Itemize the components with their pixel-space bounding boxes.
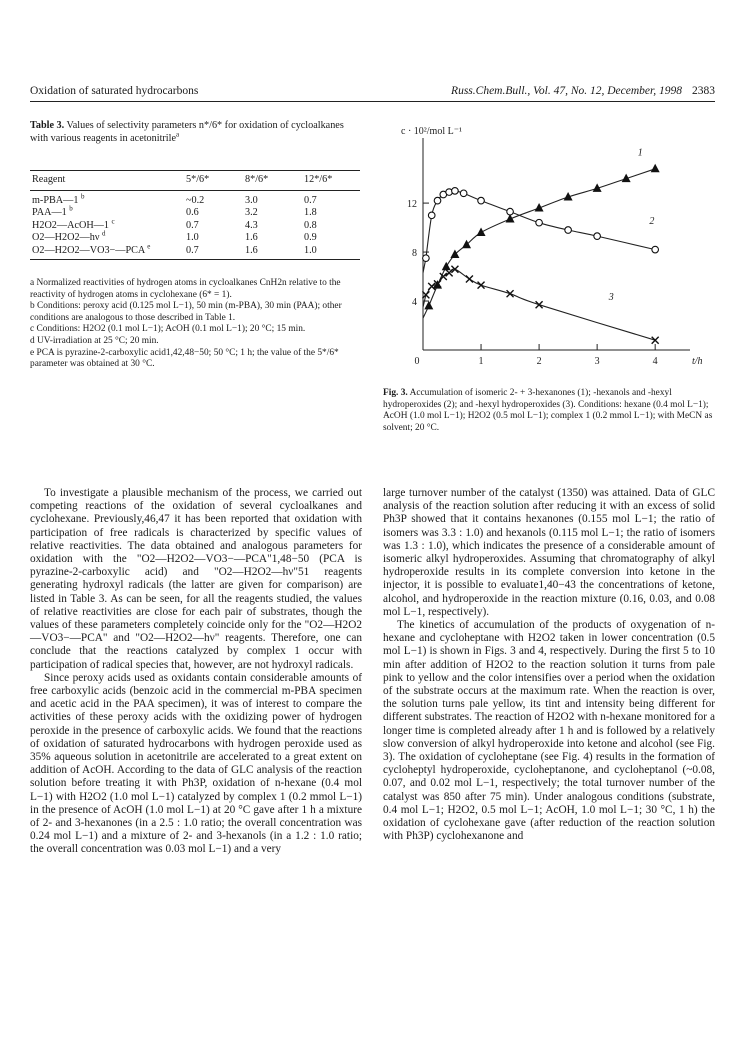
figure-caption [383,388,715,434]
value-12-6-cell: 1.0 [304,244,317,256]
table-note-d: d UV-irradiation at 25 °C; 20 min. [30,335,159,346]
x-tick-label: 3 [594,356,600,367]
x-tick-label: 1 [478,356,484,367]
series-1-point [462,240,471,249]
reagent-cell: m-PBA—1 [32,194,79,206]
y-tick-label: 8 [412,248,417,260]
series-1-point [442,262,451,271]
series-3-point [446,269,453,276]
series-3-point [466,275,473,282]
series-2-point [565,227,572,234]
paragraph: Since peroxy acids used as oxidants contain considerable amounts of free carboxylic acids (benzoic acid in the commercial m-PBA specimen and acetic acid in the PAA specimen), it was of interest to compare the activities of these peroxy acids with the oxidizing power of hydrogen peroxide in the presence of carboxylic acids. We found that the reactions of oxidation of saturated hydrocarbons with hydrogen peroxide used as 35% aqueous solution in acetonitrile are accelerated to a great extent on addition of AcOH. According to the data of GLC analysis of the reaction solution before treating it with Ph3P, oxidation of n-hexane (0.4 mol L−1) with H2O2 (1.0 mol L−1) catalyzed by complex 1 (0.2 mmol L−1) in the presence of AcOH (1.0 mol L−1) at 20 °C gave after 1 h a mixture of 2- and 3-hexanones (in a 2.5 : 1.0 ratio; the overall concentration was 0.24 mol L−1) and a mixture of 2- and 3-hexanols (in a 1.2 : 1.0 ratio; the overall concentration was 0.03 mol L−1) and a very [30,671,362,856]
series-2-point [428,212,435,219]
value-5-6-cell: 0.7 [186,219,199,231]
value-12-6-cell: 1.8 [304,207,317,218]
value-5-6-cell: 0.7 [186,244,199,256]
table-note-c: c Conditions: H2O2 (0.1 mol L−1); AcOH (0.1 mol L−1); 20 °C; 15 min. [30,324,306,335]
table-row [30,245,360,260]
series-1-point [450,250,459,259]
paragraph: To investigate a plausible mechanism of the process, we carried out competing reactions of the oxidation of several cycloalkanes and cyclohexane. Previously,46,47 it has been reported that oxidation with participation of free radicals is characterized by specific values of relative reactivities. The data obtained and analogous parameters for oxidation with the "O2—H2O2—VO3−—PCA"1,48−50 (PCA is pyrazine-2-carboxylic acid) and "O2—H2O2—hν"51 reagents generating hydroxyl radicals (the latter are given for comparison) are listed in Table 3. As can be seen, for all the reagents studied, the values of relative reactivities are close for each pair of substrates, though the values of these parameters completely coincide only for the "O2—H2O2—VO3−—PCA" and "O2—H2O2—hν" reagents. Therefore, one can conclude that the reactions catalyzed by complex 1 occur with participation of radical species that, however, are not hydroxyl radicals. [30,487,362,671]
value-12-6-cell: 0.9 [304,232,317,243]
value-12-6-cell: 0.7 [304,194,317,206]
table-caption-sup: a [175,130,180,139]
series-3-point [478,282,485,289]
header-rule [30,101,715,102]
series-3-point [652,337,659,344]
series-2-point [594,233,601,240]
value-5-6-cell: ~0.2 [186,194,205,206]
table-row [30,207,360,220]
reagent-cell: PAA—1 [32,207,67,218]
reagent-footnote-mark: e [147,242,151,251]
reagent-cell: O2—H2O2—hν [32,232,100,243]
series-1-label: 1 [637,147,643,159]
reagent-footnote-mark: d [101,229,106,238]
series-1-point [477,227,486,236]
series-2-point [434,197,441,204]
reagent-cell: H2O2—AcOH—1 [32,219,109,231]
series-2-point [478,197,485,204]
table-row [30,220,360,233]
value-5-6-cell: 1.0 [186,232,199,243]
table-header-row [30,171,360,191]
table-note-b: b Conditions: peroxy acid (0.125 mol L−1), 50 min (m-PBA), 30 min (PAA); other conditions are analogous to those described in Table 1. [30,301,342,323]
y-tick-label: 12 [407,199,417,211]
col-reagent: Reagent [30,171,184,191]
col-5-6: 5*/6* [184,171,243,191]
page-number: 2383 [692,85,715,97]
table-caption [30,120,360,145]
table-note-e: e PCA is pyrazine-2-carboxylic acid1,42,48−50; 50 °C; 1 h; the value of the 5*/6* parameter was obtained at 30 °C. [30,347,339,370]
y-axis-label: c · 10²/mol L⁻¹ [401,126,462,137]
series-2-point [507,208,514,215]
table-row [30,190,360,207]
header-citation: Russ.Chem.Bull., Vol. 47, No. 12, December, 1998 [451,85,682,97]
reagent-cell: O2—H2O2—VO3−—PCA [32,244,145,256]
table-notes [30,278,360,371]
x-tick-label: 2 [536,356,542,367]
body-column-left [30,487,362,857]
header-journal [451,85,715,97]
selectivity-table [30,170,360,260]
value-12-6-cell: 0.8 [304,219,317,231]
figure-label: Fig. 3. [383,388,408,398]
value-8-6-cell: 1.6 [245,244,258,256]
x-tick-label: 4 [652,356,658,367]
x-tick-label: 0 [414,356,420,367]
y-tick-label: 4 [412,297,417,309]
col-12-6: 12*/6* [302,171,360,191]
table-note-a: a Normalized reactivities of hydrogen atoms in cycloalkanes CnH2n relative to the reactivity of hydrogen atoms in cyclohexane (6* = 1). [30,278,341,300]
value-8-6-cell: 3.0 [245,194,258,206]
header-title: Oxidation of saturated hydrocarbons [30,85,199,97]
series-1-point [424,301,433,310]
reagent-footnote-mark: c [111,217,115,226]
table-row [30,232,360,245]
series-2-point [536,219,543,226]
series-2-point [652,246,659,253]
value-5-6-cell: 0.6 [186,207,199,218]
series-2-point [452,188,459,195]
series-3-point [536,301,543,308]
value-8-6-cell: 3.2 [245,207,258,218]
figure-3-chart [385,118,720,378]
series-1-point [651,164,660,173]
body-column-right [383,487,715,843]
figure-caption-text: Accumulation of isomeric 2- + 3-hexanones (1); -hexanols and -hexyl hydroperoxides (2); and -hexyl hydroperoxides (3). Conditions: hexane (0.4 mol L−1); AcOH (1.0 mol L−1); H2O2 (0.5 mol L−1); complex 1 (0.2 mmol L−1); with MeCN as solvent; 20 °C. [383,388,713,433]
reagent-footnote-mark: b [69,204,73,213]
series-2-point [460,190,467,197]
paragraph: large turnover number of the catalyst (1350) was attained. Data of GLC analysis of the reaction solution after reducing it with an excess of solid Ph3P showed that it contains hexanones (0.155 mol L−1; the ratio of isomers was 3.3 : 1.0) and hexanols (0.115 mol L−1; the ratio of isomers was 1.3 : 1.0), which indicates the presence of a considerable amount of isomeric alkyl hydroperoxides. Assuming that chromatography of alkyl hydroperoxide results in its complete conversion into ketone in the injector, it is possible to evaluate1,40−43 the concentrations of ketone, alcohol, and hydroperoxide in the reaction mixture (0.16, 0.03, and 0.08 mol L−1, respectively). [383,487,715,618]
series-2-point [423,255,430,262]
paragraph: The kinetics of accumulation of the products of oxygenation of n-hexane and cycloheptane with H2O2 taken in lower concentration (0.5 mol L−1) is shown in Figs. 3 and 4, respectively. During the first 5 to 10 min after addition of H2O2 to the reaction solution it turns from pale pink to yellow and the color intensifies over a period when the oxidation of the substrate occurs at the maximum rate. When the reaction is over, the solution turns pale yellow, its tint and intensity being different for different substrates. The reaction of H2O2 with n-hexane monitored for a longer time is completed already after 1 h and is followed by a relatively slow conversion of alkyl hydroperoxide into ketone and alcohol (see Fig. 3). The oxidation of cycloheptane (see Fig. 4) results in the formation of cycloheptyl hydroperoxide, cycloheptanone, and cycloheptanol (~0.08, 0.07, and 0.02 mol L−1, respectively; the total turnover number of the catalyst was 850 after 75 min). Under analogous conditions (substrate, 0.4 mol L−1; H2O2, 0.5 mol L−1; AcOH, 1.0 mol L−1; 30 °C, 1 h) the oxidation of cyclohexane gave (after reduction of the reaction solution with Ph3P) cyclohexanone and [383,619,715,843]
table-caption-text: Values of selectivity parameters n*/6* for oxidation of cycloalkanes with various reagents in acetonitrile [30,120,344,144]
table-label: Table 3. [30,120,65,131]
x-axis-label: t/h [692,356,703,367]
value-8-6-cell: 1.6 [245,232,258,243]
col-8-6: 8*/6* [243,171,302,191]
reagent-footnote-mark: b [80,192,85,201]
series-3-label: 3 [608,291,614,303]
series-3-point [507,290,514,297]
value-8-6-cell: 4.3 [245,219,258,231]
series-2-label: 2 [649,215,655,227]
